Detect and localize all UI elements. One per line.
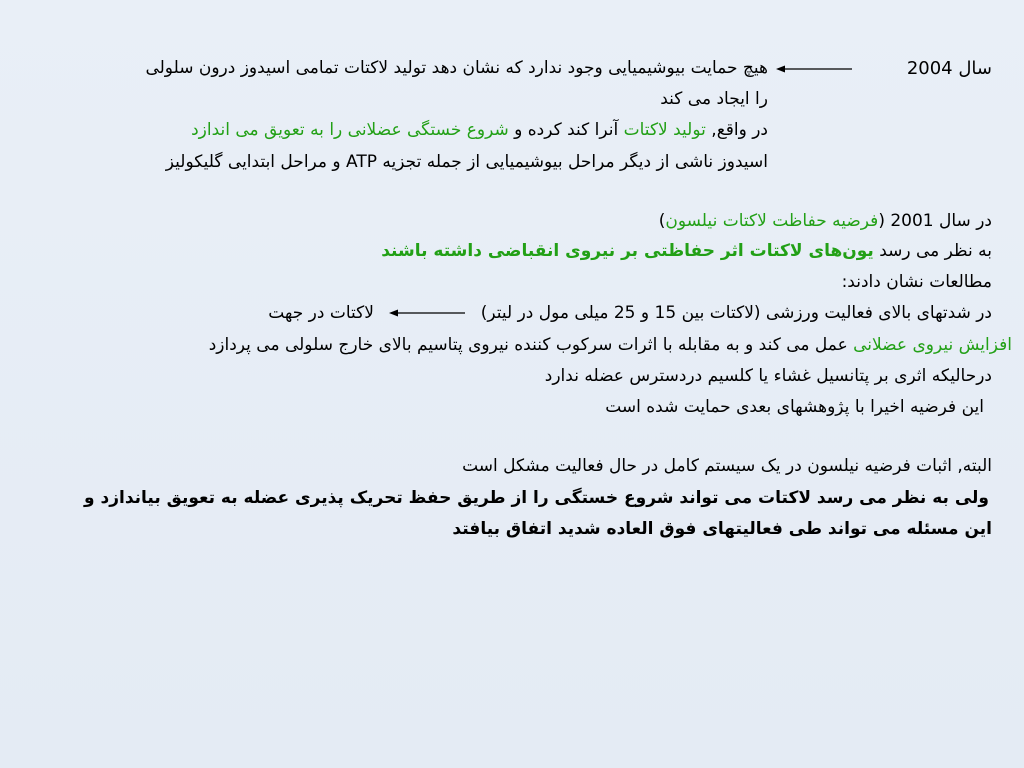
text: لاکتات در جهت <box>268 303 374 323</box>
text: آنرا کند کرده و <box>514 120 619 140</box>
line-2004-text-3 <box>191 120 768 140</box>
line-2001-5: درحالیکه اثری بر پتانسیل غشاء یا کلسیم دردسترس عضله ندارد <box>544 366 992 386</box>
text: در سال 2001 ( <box>878 211 992 231</box>
highlight-lactate-production: تولید لاکتات <box>623 120 706 140</box>
heading-2001 <box>659 211 992 231</box>
text: ) <box>658 211 666 231</box>
line-2004-text-4: اسیدوز ناشی از دیگر مراحل بیوشیمیایی از جمله تجزیه ATP و مراحل ابتدایی گلیکولیز <box>165 152 768 172</box>
line-2004-text-2: را ایجاد می کند <box>660 89 768 109</box>
line-3-3: این مسئله می تواند طی فعالیتهای فوق العاده شدید اتفاق بیافتد <box>452 519 992 539</box>
highlight-nielsen-hypothesis: فرضیه حفاظت لاکتات نیلسون <box>665 211 879 231</box>
highlight-muscle-force: افزایش نیروی عضلانی <box>853 335 1012 355</box>
text: به نظر می رسد <box>879 241 992 261</box>
left-arrow-icon <box>776 64 852 74</box>
line-2004-text-1: هیچ حمایت بیوشیمیایی وجود ندارد که نشان دهد تولید لاکتات تمامی اسیدوز درون سلولی <box>145 58 768 78</box>
text: در واقع, <box>711 120 768 140</box>
year-2004-label: سال 2004 <box>906 58 992 79</box>
line-2001-4 <box>209 335 1012 355</box>
left-arrow-icon <box>389 308 465 318</box>
line-2001-6: این فرضیه اخیرا با پژوهشهای بعدی حمایت شده است <box>605 397 984 417</box>
highlight-fatigue-delay: شروع خستگی عضلانی را به تعویق می اندازد <box>191 120 509 140</box>
line-3-2: ولی به نظر می رسد لاکتات می تواند شروع خستگی را از طریق حفظ تحریک پذیری عضله به تعویق بیاندازد و <box>84 488 989 508</box>
line-2001-1 <box>381 241 992 261</box>
text: در شدتهای بالای فعالیت ورزشی (لاکتات بین 15 و 25 میلی مول در لیتر) <box>480 303 992 323</box>
line-2001-3 <box>268 303 992 323</box>
line-2001-2: مطالعات نشان دادند: <box>841 272 992 292</box>
text: عمل می کند و به مقابله با اثرات سرکوب کننده نیروی پتاسیم بالای خارج سلولی می پردازد <box>208 335 848 355</box>
line-2004-1 <box>764 59 852 79</box>
highlight-protective-effect: یون‌های لاکتات اثر حفاظتی بر نیروی انقباضی داشته باشند <box>381 241 874 261</box>
line-3-1: البته, اثبات فرضیه نیلسون در یک سیستم کامل در حال فعالیت مشکل است <box>462 456 992 476</box>
